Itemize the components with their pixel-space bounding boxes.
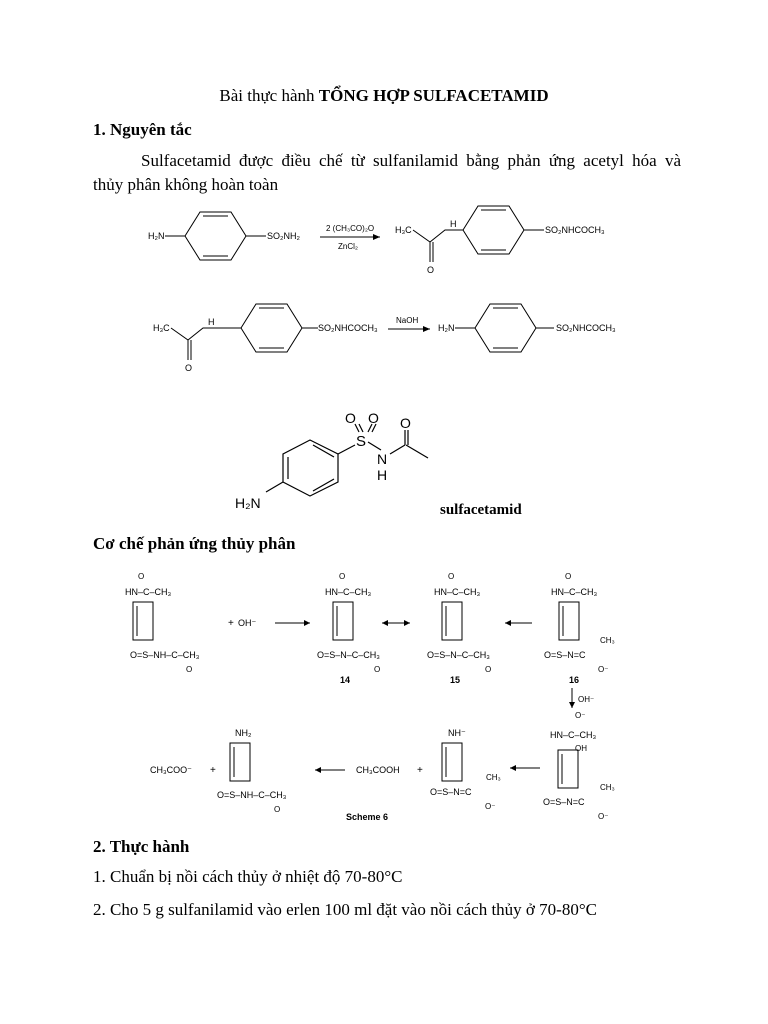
mech-compound-16 (544, 572, 615, 685)
mech-plus-3: + (210, 765, 216, 776)
r2-reactant-methyl: H₃C (153, 323, 170, 333)
svg-text:O⁻: O⁻ (485, 802, 496, 811)
svg-text:O: O (448, 572, 455, 581)
svg-text:CH₃: CH₃ (486, 773, 501, 782)
r1-product-right: SO₂NHCOCH₃ (545, 225, 605, 235)
svg-text:O: O (274, 805, 281, 814)
svg-text:O=S–N=C: O=S–N=C (430, 787, 472, 797)
svg-text:O: O (565, 572, 572, 581)
svg-text:O=S–N=C: O=S–N=C (543, 797, 585, 807)
section2-heading: 2. Thực hành (93, 837, 190, 856)
mechanism-heading: Cơ chế phản ứng thủy phân (93, 534, 296, 553)
label-14: 14 (340, 675, 351, 685)
r2-reactant-right: SO₂NHCOCH₃ (318, 323, 378, 333)
svg-text:O: O (138, 572, 145, 581)
r2-product-right: SO₂NHCOCH₃ (556, 323, 616, 333)
svg-text:OH: OH (575, 744, 587, 753)
mech-compound-14 (317, 572, 380, 685)
r2-product-left: H₂N (438, 323, 455, 333)
svg-text:O⁻: O⁻ (598, 812, 609, 821)
r1-product-methyl: H₃C (395, 225, 412, 235)
page-title (0, 86, 768, 106)
svg-text:HN–C–CH₃: HN–C–CH₃ (550, 730, 597, 740)
label-16: 16 (569, 675, 580, 685)
structure-nh2: H₂N (235, 495, 261, 511)
svg-text:CH₃: CH₃ (600, 636, 615, 645)
svg-text:CH₃: CH₃ (600, 783, 615, 792)
svg-text:O: O (339, 572, 346, 581)
r1-product-o: O (427, 265, 435, 275)
svg-text:O: O (374, 665, 381, 674)
svg-text:HN–C–CH₃: HN–C–CH₃ (551, 587, 598, 597)
structure-o3: O (400, 415, 411, 431)
mech-anilide-anion (430, 728, 501, 811)
r1-product-nh: H (450, 219, 457, 229)
svg-text:O=S–NH–C–CH₃: O=S–NH–C–CH₃ (130, 650, 200, 660)
mech-plus-1: + (228, 618, 234, 629)
section1-line2: thủy phân không hoàn toàn (93, 175, 279, 194)
structure-s: S (356, 433, 367, 450)
title-bold: TỔNG HỢP SULFACETAMID (318, 86, 549, 105)
step-1: 1. Chuẩn bị nồi cách thủy ở nhiệt độ 70-80°C (93, 867, 403, 886)
mech-plus-2: + (417, 765, 423, 776)
r1-reactant-right: SO₂NH₂ (267, 231, 300, 241)
r2-reactant-o: O (185, 363, 193, 373)
svg-text:HN–C–CH₃: HN–C–CH₃ (125, 587, 172, 597)
title-prefix: Bài thực hành (219, 86, 319, 105)
svg-text:O=S–NH–C–CH₃: O=S–NH–C–CH₃ (217, 790, 287, 800)
svg-text:NH₂: NH₂ (235, 728, 252, 738)
svg-text:HN–C–CH₃: HN–C–CH₃ (434, 587, 481, 597)
r2-reagent-top: NaOH (396, 316, 419, 325)
structure-benzene-ring (283, 440, 338, 496)
mech-tetrahedral-intermediate (543, 711, 615, 821)
mech-sulfacetamid-product (217, 728, 287, 814)
r2-benzene-ring-2 (475, 304, 536, 352)
r1-benzene-ring-2 (463, 206, 524, 254)
r1-benzene-ring-1 (185, 212, 246, 260)
mech-start-compound (125, 572, 200, 674)
mech-acetic-acid: CH₃COOH (356, 765, 400, 775)
structure-name: sulfacetamid (440, 502, 522, 518)
svg-text:O⁻: O⁻ (598, 665, 609, 674)
structure-o2: O (368, 410, 379, 426)
structure-h: H (377, 467, 388, 483)
svg-text:O: O (186, 665, 193, 674)
reaction2-scheme (148, 298, 638, 378)
mech-compound-15 (427, 572, 491, 685)
label-15: 15 (450, 675, 461, 685)
svg-text:NH⁻: NH⁻ (448, 728, 466, 738)
r2-benzene-ring-1 (241, 304, 302, 352)
svg-text:O=S–N–C–CH₃: O=S–N–C–CH₃ (317, 650, 380, 660)
step-2: 2. Cho 5 g sulfanilamid vào erlen 100 ml đặt vào nồi cách thủy ở 70-80°C (93, 900, 597, 919)
r1-reagent-top: 2 (CH₃CO)₂O (326, 224, 375, 233)
reaction1-scheme (140, 200, 640, 280)
mechanism-scheme (120, 568, 640, 828)
svg-text:HN–C–CH₃: HN–C–CH₃ (325, 587, 372, 597)
section1-line1: Sulfacetamid được điều chế từ sulfanilamid bằng phản ứng acetyl hóa và (141, 151, 681, 170)
svg-text:O=S–N=C: O=S–N=C (544, 650, 586, 660)
mech-acetate: CH₃COO⁻ (150, 765, 192, 775)
svg-text:O⁻: O⁻ (575, 711, 586, 720)
r2-reactant-nh: H (208, 317, 215, 327)
r1-reagent-bottom: ZnCl₂ (338, 242, 358, 251)
structure-o1: O (345, 410, 356, 426)
svg-text:O: O (485, 665, 492, 674)
scheme-label: Scheme 6 (346, 812, 389, 822)
mech-oh-reagent: OH⁻ (238, 618, 257, 628)
svg-text:O=S–N–C–CH₃: O=S–N–C–CH₃ (427, 650, 490, 660)
r1-reactant-left: H₂N (148, 231, 165, 241)
structure-n: N (377, 451, 388, 467)
section1-heading: 1. Nguyên tắc (93, 120, 192, 139)
mech-oh-down: OH⁻ (578, 695, 595, 704)
